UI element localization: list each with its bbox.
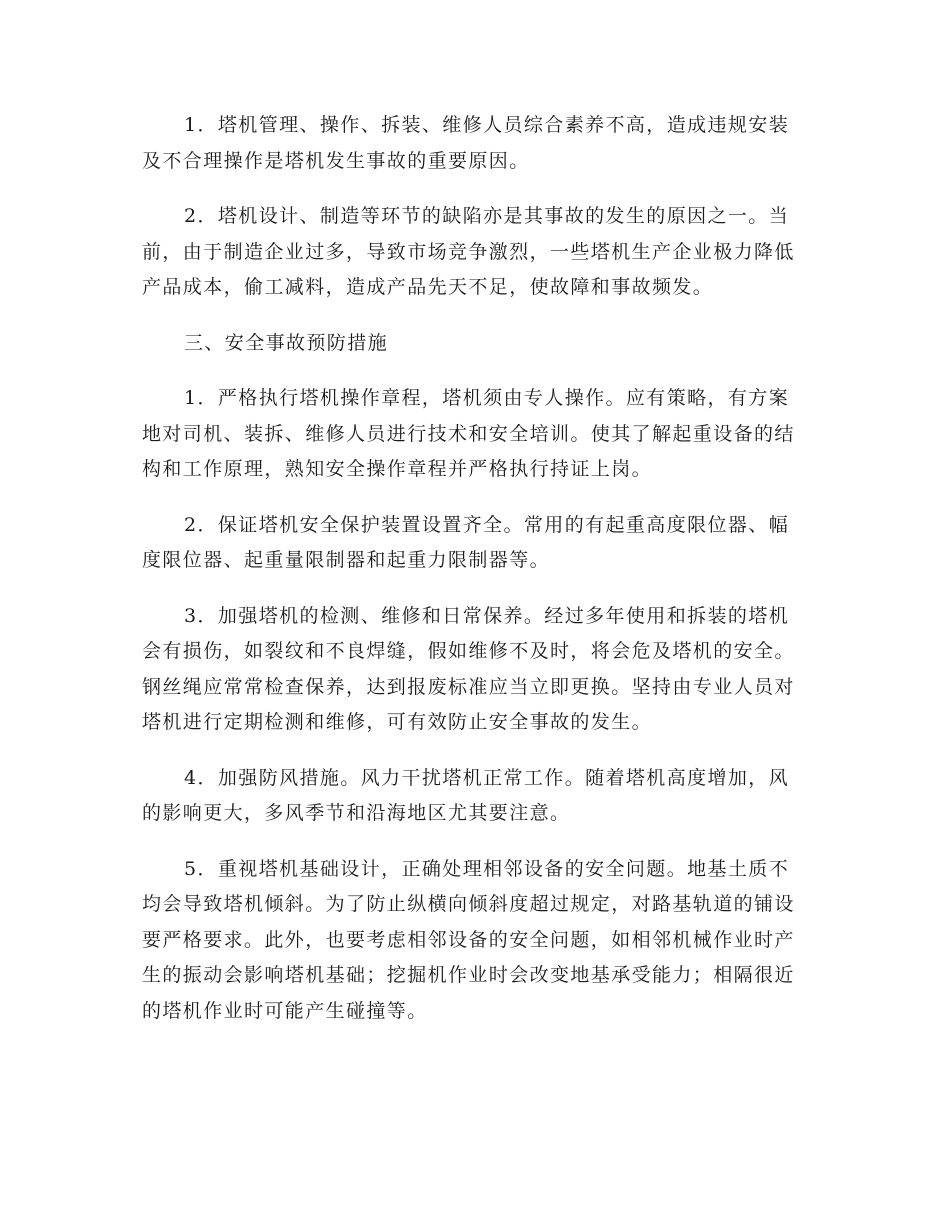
paragraph-measure-1: 1．严格执行塔机操作章程，塔机须由专人操作。应有策略，有方案地对司机、装拆、维修人员进行技术和安全培训。使其了解起重设备的结构和工作原理，熟知安全操作章程并严格执行持证上岗。 xyxy=(142,387,795,480)
paragraph-measure-3: 3．加强塔机的检测、维修和日常保养。经过多年使用和拆装的塔机会有损伤，如裂纹和不良焊缝，假如维修不及时，将会危及塔机的安全。钢丝绳应常常检查保养，达到报废标准应当立即更换。坚持由专业人员对塔机进行定期检测和维修，可有效防止安全事故的发生。 xyxy=(142,604,795,733)
document-body xyxy=(142,108,807,1049)
section-heading: 三、安全事故预防措施 xyxy=(184,331,389,354)
paragraph-cause-2: 2．塔机设计、制造等环节的缺陷亦是其事故的发生的原因之一。当前，由于制造企业过多，导致市场竞争激烈，一些塔机生产企业极力降低产品成本，偷工减料，造成产品先天不足，使故障和事故频发。 xyxy=(142,205,795,298)
paragraph-cause-1: 1．塔机管理、操作、拆装、维修人员综合素养不高，造成违规安装及不合理操作是塔机发生事故的重要原因。 xyxy=(142,114,790,172)
paragraph-measure-4: 4．加强防风措施。风力干扰塔机正常工作。随着塔机高度增加，风的影响更大，多风季节和沿海地区尤其要注意。 xyxy=(142,766,790,824)
paragraph-measure-5: 5．重视塔机基础设计，正确处理相邻设备的安全问题。地基土质不均会导致塔机倾斜。为了防止纵横向倾斜度超过规定，对路基轨道的铺设要严格要求。此外，也要考虑相邻设备的安全问题，如相邻机械作业时产生的振动会影响塔机基础；挖掘机作业时会改变地基承受能力；相隔很近的塔机作业时可能产生碰撞等。 xyxy=(142,857,795,1022)
paragraph-measure-2: 2．保证塔机安全保护装置设置齐全。常用的有起重高度限位器、幅度限位器、起重量限制器和起重力限制器等。 xyxy=(142,513,790,571)
